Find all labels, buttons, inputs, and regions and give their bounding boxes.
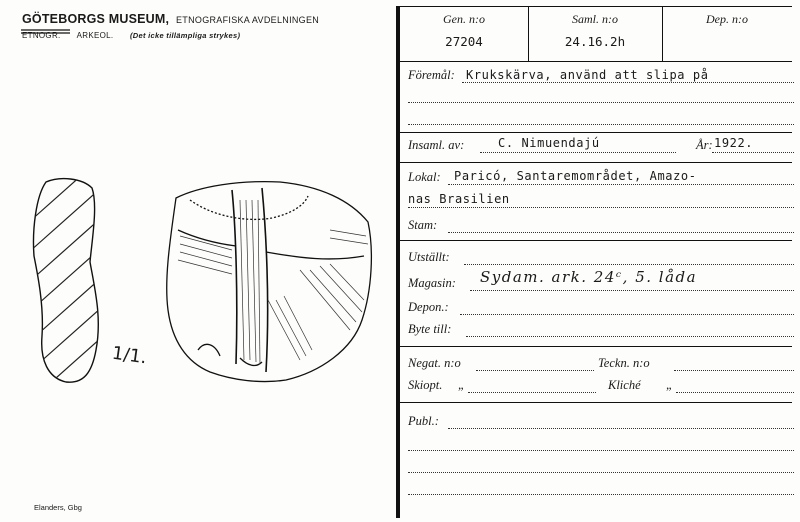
gen-no-value: 27204: [445, 34, 483, 49]
ditto-mark: „: [666, 378, 673, 392]
lokal-field: [408, 170, 794, 216]
rule: [400, 402, 792, 403]
publ-field: [408, 414, 794, 514]
insaml-field: [408, 138, 794, 158]
depon-field: [408, 300, 794, 318]
skiopt-field: [408, 378, 794, 396]
publ-label: Publ.:: [408, 414, 439, 428]
sherd-face: [167, 182, 372, 382]
utstallt-field: [408, 250, 794, 268]
ar-value: 1922.: [714, 136, 754, 150]
rule: [400, 240, 792, 241]
stam-label: Stam:: [408, 218, 438, 232]
negat-label: Negat. n:o: [408, 356, 461, 370]
sherd-shading: [178, 200, 368, 364]
lokal-label: Lokal:: [408, 170, 441, 184]
magasin-value: Sydam. ark. 24ᶜ, 5. låda: [480, 268, 698, 286]
ar-label: År:: [696, 138, 713, 152]
teckn-label: Teckn. n:o: [598, 356, 650, 370]
gen-no-label: Gen. n:o: [443, 12, 485, 26]
foremal-label: Föremål:: [408, 68, 455, 82]
foremal-field: [408, 68, 794, 128]
printer-imprint: Elanders, Gbg: [34, 503, 82, 512]
rule: [400, 132, 792, 133]
dep-no-cell: [662, 6, 792, 61]
foremal-value: Krukskärva, använd att slipa på: [466, 68, 709, 82]
cross-section: [20, 150, 110, 470]
saml-no-value: 24.16.2h: [564, 34, 626, 49]
rule: [400, 162, 792, 163]
type-arkeol: ARKEOL.: [76, 31, 114, 40]
department-name: ETNOGRAFISKA AVDELNINGEN: [176, 15, 320, 25]
type-etnogr: ETNOGR.: [22, 31, 61, 40]
museum-name: GÖTEBORGS MUSEUM,: [22, 12, 170, 26]
scale-note: 1/1.: [110, 342, 148, 369]
sherd-drawing: [0, 0, 396, 522]
insaml-label: Insaml. av:: [408, 138, 465, 152]
negat-field: [408, 356, 794, 374]
ditto-mark: „: [458, 378, 465, 392]
utstallt-label: Utställt:: [408, 250, 450, 264]
magasin-field: [408, 268, 794, 296]
top-cells-rule: [400, 61, 792, 62]
kliche-label: Kliché: [608, 378, 641, 392]
saml-no-label: Saml. n:o: [572, 12, 618, 26]
lokal-value-line2: nas Brasilien: [408, 192, 510, 206]
dep-no-label: Dep. n:o: [706, 12, 748, 26]
strike-note: (Det icke tillämpliga strykes): [129, 31, 241, 40]
magasin-label: Magasin:: [408, 276, 456, 290]
skiopt-label: Skiopt.: [408, 378, 443, 392]
lokal-value-line1: Paricó, Santaremområdet, Amazo-: [454, 169, 697, 183]
depon-label: Depon.:: [408, 300, 449, 314]
stam-field: [408, 218, 794, 236]
record-panel: [400, 0, 800, 522]
insaml-value: C. Nimuendajú: [498, 136, 600, 150]
gen-no-cell: [400, 6, 528, 61]
byte-field: [408, 322, 794, 340]
byte-label: Byte till:: [408, 322, 452, 336]
saml-no-cell: [528, 6, 662, 61]
rule: [400, 346, 792, 347]
